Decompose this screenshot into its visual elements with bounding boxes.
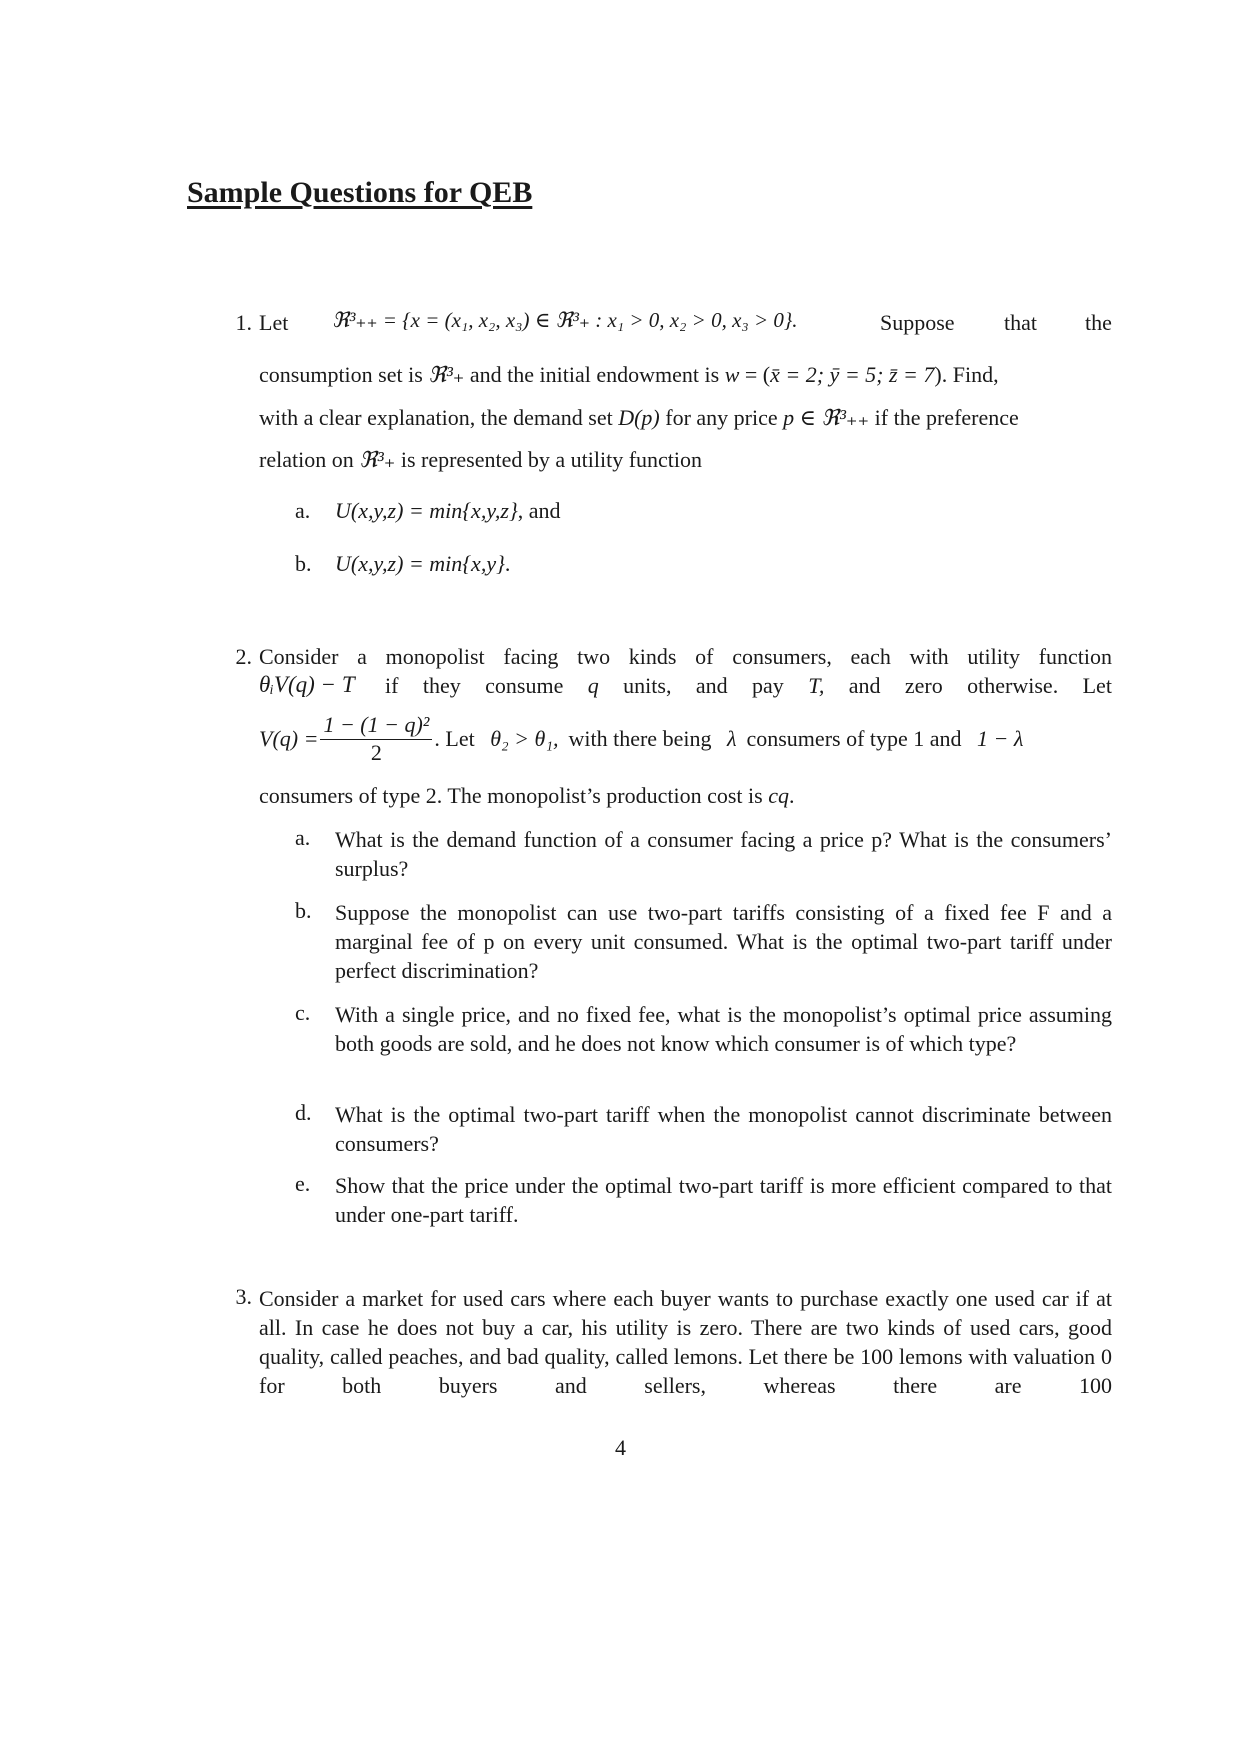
q2-word: pay [752, 673, 784, 698]
q1-item-a-label: a. [295, 498, 311, 523]
q2-item-label: e. [295, 1171, 311, 1196]
q1-price-set: p ∈ ℜ³₊₊ [783, 405, 870, 430]
q1-line-2 [259, 362, 999, 388]
q1-that: that [1004, 310, 1037, 335]
q2-line-3 [259, 712, 1023, 766]
q2-word: if [385, 673, 399, 698]
q2-line3-a: . Let [434, 726, 475, 751]
q1-line2-b: and the initial endowment is [469, 362, 720, 387]
q1-consumption-set: ℜ³₊ [428, 362, 465, 387]
question-number: 3. [235, 1284, 252, 1309]
q2-item-c: With a single price, and no fixed fee, what is the monopolist’s optimal price assuming both goods are sold, and he does not know which consumer is of which type? [335, 1002, 1112, 1056]
q2-word: Let [1082, 673, 1112, 698]
q2-lambda: λ [726, 726, 737, 751]
q2-item-b: Suppose the monopolist can use two-part tariffs consisting of a fixed fee F and a marginal fee of p on every unit consumed. What is the optimal two-part tariff under perfect discrimination? [335, 900, 1112, 983]
q2-line-2 [385, 673, 1112, 699]
q2-item-e: Show that the price under the optimal two-part tariff is more efficient compared to that under one-part tariff. [335, 1173, 1112, 1227]
q1-set-definition: ℜ³₊₊ = {x = (x₁, x₂, x₃) ∈ ℜ³₊ : x₁ > 0, x₂ > 0, x₃ > 0}. [332, 308, 798, 332]
q2-fraction-numerator: 1 − (1 − q)² [320, 712, 432, 740]
q1-line-4 [259, 447, 702, 473]
q1-item-a [335, 498, 561, 524]
q2-item-a: What is the demand function of a consumer facing a price p? What is the consumers’ surplus? [335, 827, 1112, 881]
page-title: Sample Questions for QEB [187, 176, 533, 209]
q1-eq: = ( [744, 362, 771, 387]
q2-word: zero [904, 673, 943, 698]
q1-line3-a: with a clear explanation, the demand set [259, 405, 613, 430]
q2-word: and [695, 673, 728, 698]
q2-vq: V(q) = [259, 726, 319, 751]
q1-item-a-tail: , and [517, 498, 561, 523]
q3-text: Consider a market for used cars where each buyer wants to purchase exactly one used car if at all. In case he does not buy a car, his utility is zero. There are two kinds of used cars, good quality, called peaches, and bad quality, called lemons. Let there be 100 lemons with valuation 0 for both buyers and sellers, whereas there are 100 [259, 1286, 1112, 1398]
q1-suppose: Suppose [880, 310, 955, 335]
q1-line3-c: if the preference [874, 405, 1019, 430]
q2-theta-condition: θ₂ > θ₁, [490, 726, 559, 751]
q2-word: q [587, 673, 599, 698]
q1-line2-c: ). Find, [934, 362, 999, 387]
q2-word: consume [485, 673, 564, 698]
q1-line3-b: for any price [665, 405, 778, 430]
q2-item-d: What is the optimal two-part tariff when the monopolist cannot discriminate between consumers? [335, 1102, 1112, 1156]
q2-fraction [320, 712, 432, 766]
q2-item-label: b. [295, 898, 312, 923]
q2-line4: consumers of type 2. The monopolist’s production cost is [259, 783, 763, 808]
q2-word: and [848, 673, 881, 698]
q2-line-4 [259, 783, 794, 809]
q2-line3-b: with there being [568, 726, 712, 751]
q1-line2-a: consumption set is [259, 362, 423, 387]
q2-word: otherwise. [967, 673, 1059, 698]
q1-w: w [724, 362, 740, 387]
q1-demand-set: D(p) [618, 405, 660, 430]
q2-line4-end: . [788, 783, 795, 808]
q1-item-b-tail: . [504, 551, 511, 576]
q2-fraction-denominator: 2 [370, 740, 382, 765]
q2-line3-c: consumers of type 1 and [746, 726, 962, 751]
q2-cost: cq [768, 783, 789, 808]
page-number: 4 [615, 1435, 626, 1460]
q1-utility-a: U(x,y,z) = min{x,y,z} [335, 498, 518, 523]
q1-endowment: x̄ = 2; ȳ = 5; z̄ = 7 [770, 362, 935, 387]
q2-item-label: c. [295, 1000, 311, 1025]
question-number: 1. [235, 310, 252, 335]
q1-line-3 [259, 405, 1019, 431]
q2-item-label: d. [295, 1100, 312, 1125]
q2-word: T, [808, 673, 825, 698]
q2-one-minus-lambda: 1 − λ [977, 726, 1024, 751]
q1-item-b-label: b. [295, 551, 312, 576]
q1-the: the [1085, 310, 1112, 335]
q2-word: they [422, 673, 461, 698]
q1-utility-b: U(x,y,z) = min{x,y} [335, 551, 505, 576]
q1-preference-set: ℜ³₊ [359, 447, 396, 472]
q1-line4-a: relation on [259, 447, 354, 472]
q1-let: Let [259, 310, 289, 335]
q2-utility: θᵢV(q) − T [259, 672, 355, 697]
q1-item-b [335, 551, 510, 577]
q1-line4-b: is represented by a utility function [400, 447, 703, 472]
q2-item-label: a. [295, 825, 311, 850]
q2-line-1: Consider a monopolist facing two kinds of consumers, each with utility function [259, 644, 1112, 669]
question-number: 2. [235, 644, 252, 669]
q2-word: units, [623, 673, 672, 698]
